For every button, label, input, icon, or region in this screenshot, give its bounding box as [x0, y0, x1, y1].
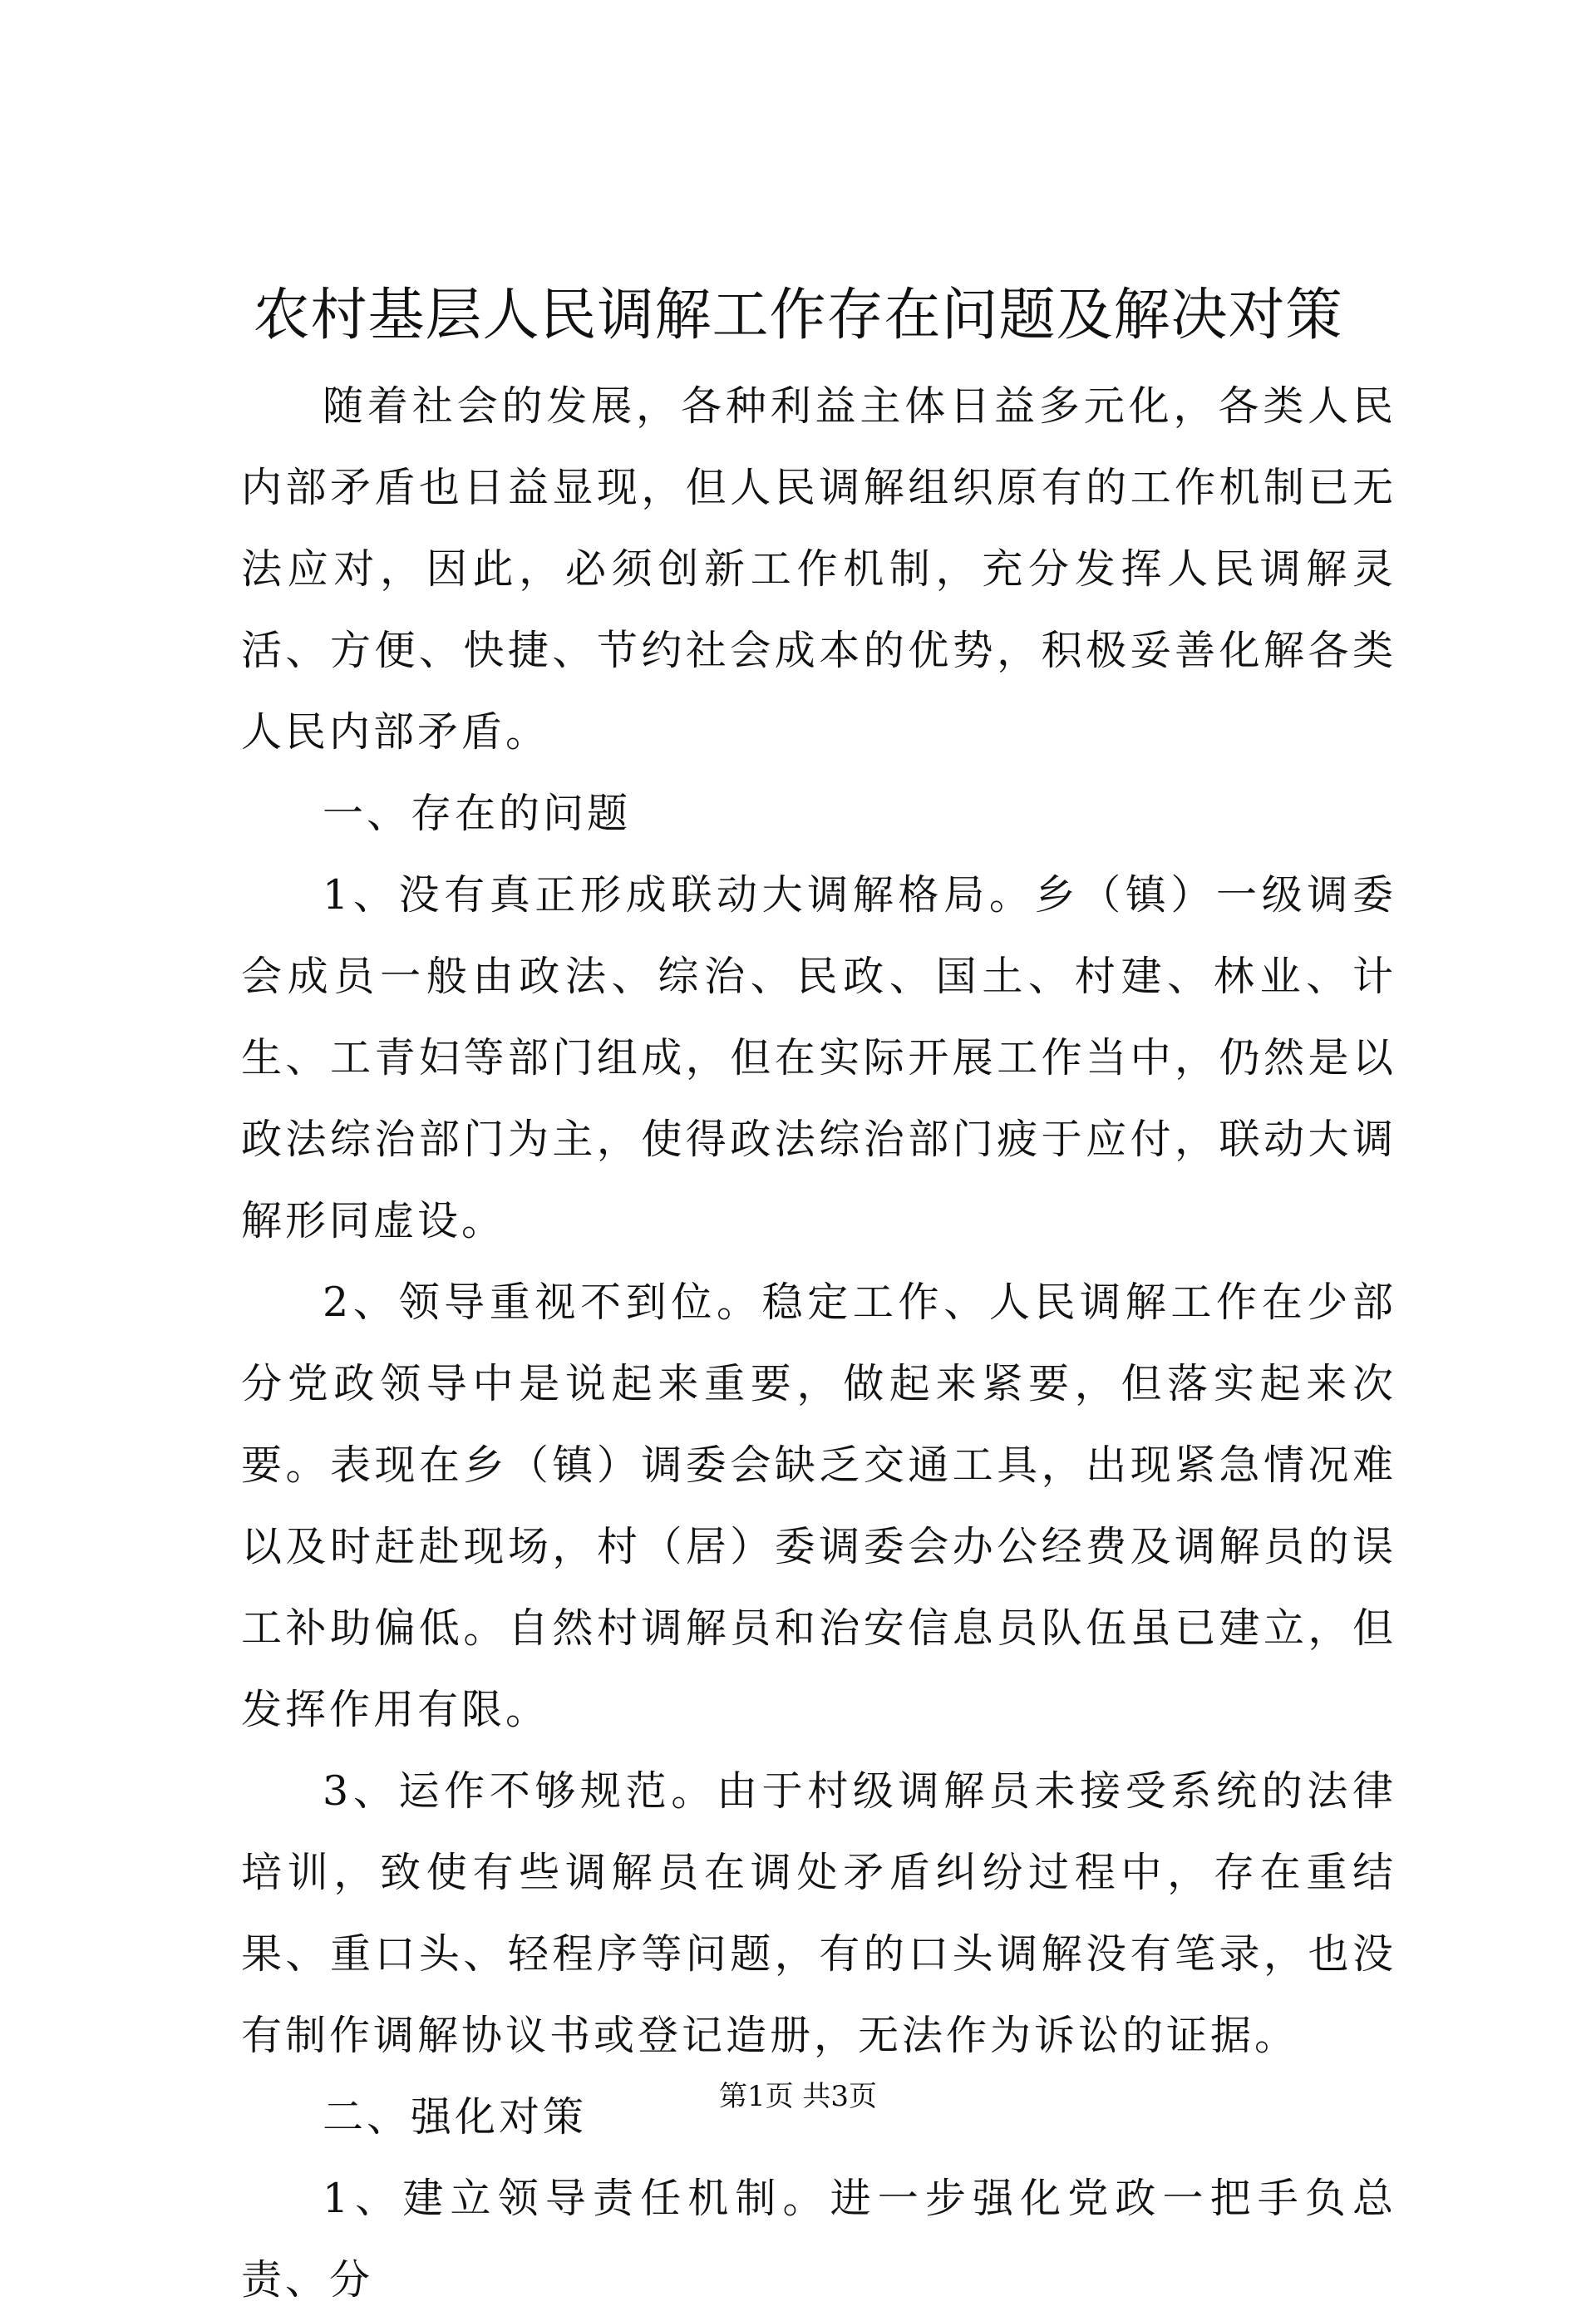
- document-body: [241, 366, 1396, 2321]
- section-heading-countermeasures: 二、强化对策: [323, 2093, 588, 2141]
- countermeasure-paragraph-1: 1、建立领导责任机制。进一步强化党政一把手负总责、分: [241, 2175, 1396, 2304]
- intro-paragraph: 随着社会的发展，各种利益主体日益多元化，各类人民内部矛盾也日益显现，但人民调解组织原有的工作机制已无法应对，因此，必须创新工作机制，充分发挥人民调解灵活、方便、快捷、节约社会成本的优势，积极妥善化解各类人民内部矛盾。: [241, 382, 1396, 756]
- page-footer: 第1页 共3页: [718, 2080, 878, 2113]
- document-title: 农村基层人民调解工作存在问题及解决对策: [253, 283, 1343, 348]
- problem-paragraph-1: 1、没有真正形成联动大调解格局。乡（镇）一级调委会成员一般由政法、综治、民政、国土、村建、林业、计生、工青妇等部门组成，但在实际开展工作当中，仍然是以政法综治部门为主，使得政法综治部门疲于应付，联动大调解形同虚设。: [241, 871, 1396, 1244]
- problem-paragraph-2: 2、领导重视不到位。稳定工作、人民调解工作在少部分党政领导中是说起来重要，做起来紧要，但落实起来次要。表现在乡（镇）调委会缺乏交通工具，出现紧急情况难以及时赶赴现场，村（居）委调委会办公经费及调解员的误工补助偏低。自然村调解员和治安信息员队伍虽已建立，但发挥作用有限。: [241, 1279, 1396, 1733]
- problem-paragraph-3: 3、运作不够规范。由于村级调解员未接受系统的法律培训，致使有些调解员在调处矛盾纠纷过程中，存在重结果、重口头、轻程序等问题，有的口头调解没有笔录，也没有制作调解协议书或登记造册，无法作为诉讼的证据。: [241, 1767, 1396, 2059]
- section-heading-problems: 一、存在的问题: [323, 790, 632, 837]
